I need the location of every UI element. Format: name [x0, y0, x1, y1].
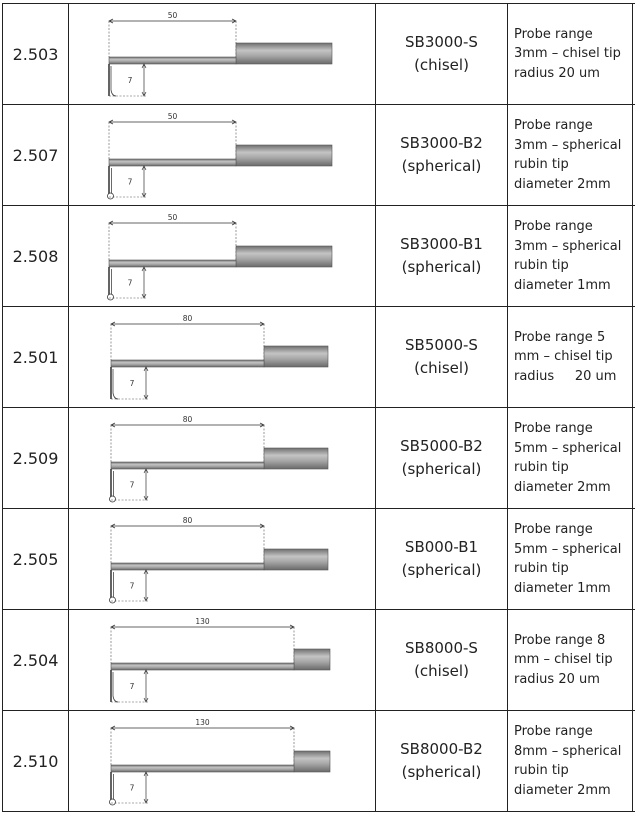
length-dimension — [109, 213, 236, 260]
probe-sleeve — [236, 246, 332, 267]
model-cell — [376, 610, 508, 711]
tip-height-label: 7 — [129, 480, 135, 490]
model-cell — [376, 509, 508, 610]
probe-description: Probe range 8 mm – chisel tip radius 20 um — [508, 610, 633, 711]
probe-sleeve — [264, 549, 328, 570]
probe-rod — [111, 462, 264, 469]
model-name: SB000-B1 — [404, 538, 479, 556]
model-name: SB3000-B1 — [400, 235, 483, 253]
spherical-tip — [110, 570, 116, 603]
probe-rod — [111, 360, 264, 367]
length-dimension — [111, 314, 264, 360]
probe-drawing — [69, 610, 375, 710]
tip-height-dimension — [109, 166, 146, 197]
length-label: 80 — [182, 415, 193, 424]
tip-height-label: 7 — [129, 783, 135, 793]
probe-description: Probe range 3mm – spherical rubin tip diameter 2mm — [508, 105, 633, 206]
probe-rod — [109, 57, 236, 64]
probe-description: Probe range 3mm – spherical rubin tip diameter 1mm — [508, 206, 633, 307]
length-label: 130 — [195, 718, 210, 727]
spherical-tip — [110, 772, 116, 805]
tip-height-dimension — [111, 772, 148, 803]
length-label: 50 — [167, 11, 178, 20]
tip-height-label: 7 — [129, 682, 135, 691]
model-cell — [376, 307, 508, 408]
model-type: (spherical) — [401, 763, 482, 781]
item-code: 2.505 — [3, 509, 69, 610]
probe-rod — [111, 563, 264, 570]
probe-drawing — [69, 509, 375, 609]
model-cell — [376, 408, 508, 509]
model-name: SB5000-B2 — [400, 437, 483, 455]
table-row — [3, 509, 635, 610]
probe-sleeve — [264, 346, 328, 367]
chisel-tip — [111, 670, 118, 702]
table-row — [3, 4, 635, 105]
table-row — [3, 711, 635, 812]
probe-description: Probe range 5 mm – chisel tip radius 20 um — [508, 307, 633, 408]
model-name: SB3000-S — [405, 33, 478, 51]
length-dimension — [111, 617, 294, 663]
tip-height-dimension — [111, 570, 148, 601]
probe-drawing — [69, 307, 375, 407]
item-code: 2.510 — [3, 711, 69, 812]
length-dimension — [111, 516, 264, 563]
probe-description: Probe range 3mm – chisel tip radius 20 um — [508, 4, 633, 105]
length-label: 130 — [195, 617, 210, 626]
tip-height-dimension — [111, 670, 148, 702]
length-dimension — [109, 112, 236, 159]
item-code: 2.507 — [3, 105, 69, 206]
length-label: 80 — [182, 516, 193, 525]
tip-height-label: 7 — [127, 177, 133, 187]
probe-sleeve — [236, 43, 332, 64]
probe-drawing-cell — [69, 610, 376, 711]
length-label: 80 — [182, 314, 193, 323]
length-dimension — [111, 718, 294, 765]
tip-height-label: 7 — [129, 379, 135, 388]
probe-description: Probe range 5mm – spherical rubin tip diameter 1mm — [508, 509, 633, 610]
model-type: (spherical) — [401, 258, 482, 276]
model-cell — [376, 4, 508, 105]
spherical-tip — [108, 166, 114, 199]
length-label: 50 — [167, 112, 178, 121]
tip-height-dimension — [111, 469, 148, 500]
model-cell — [376, 206, 508, 307]
probe-rod — [109, 159, 236, 166]
model-name: SB3000-B2 — [400, 134, 483, 152]
item-code: 2.508 — [3, 206, 69, 307]
probe-drawing-cell — [69, 206, 376, 307]
probe-drawing — [69, 4, 375, 104]
length-dimension — [109, 11, 236, 57]
probe-drawing-cell — [69, 711, 376, 812]
tip-height-dimension — [111, 367, 148, 399]
probe-drawing-cell — [69, 4, 376, 105]
model-name: SB5000-S — [405, 336, 478, 354]
probe-sleeve — [294, 751, 330, 772]
table-row — [3, 206, 635, 307]
probe-table — [2, 3, 635, 812]
tip-height-label: 7 — [129, 581, 135, 591]
probe-description: Probe range 5mm – spherical rubin tip diameter 2mm — [508, 408, 633, 509]
probe-drawing-cell — [69, 509, 376, 610]
item-code: 2.504 — [3, 610, 69, 711]
probe-sleeve — [236, 145, 332, 166]
model-type: (chisel) — [414, 359, 469, 377]
length-label: 50 — [167, 213, 178, 222]
model-name: SB8000-S — [405, 639, 478, 657]
probe-rod — [109, 260, 236, 267]
probe-rod — [111, 663, 294, 670]
tip-height-dimension — [109, 267, 146, 298]
model-cell — [376, 105, 508, 206]
model-type: (chisel) — [414, 56, 469, 74]
table-row — [3, 307, 635, 408]
tip-height-label: 7 — [127, 278, 133, 288]
item-code: 2.501 — [3, 307, 69, 408]
model-cell — [376, 711, 508, 812]
probe-sleeve — [294, 649, 330, 670]
chisel-tip — [109, 64, 116, 96]
item-code: 2.509 — [3, 408, 69, 509]
probe-drawing — [69, 408, 375, 508]
probe-drawing-cell — [69, 408, 376, 509]
probe-drawing — [69, 206, 375, 306]
model-type: (spherical) — [401, 561, 482, 579]
probe-description: Probe range 8mm – spherical rubin tip diameter 2mm — [508, 711, 633, 812]
chisel-tip — [111, 367, 118, 399]
probe-drawing-cell — [69, 307, 376, 408]
model-type: (chisel) — [414, 662, 469, 680]
spherical-tip — [108, 267, 114, 300]
model-type: (spherical) — [401, 460, 482, 478]
length-dimension — [111, 415, 264, 462]
probe-table-body — [3, 4, 635, 812]
probe-drawing — [69, 105, 375, 205]
probe-drawing — [69, 711, 375, 811]
model-name: SB8000-B2 — [400, 740, 483, 758]
probe-rod — [111, 765, 294, 772]
item-code: 2.503 — [3, 4, 69, 105]
probe-drawing-cell — [69, 105, 376, 206]
spherical-tip — [110, 469, 116, 502]
probe-sleeve — [264, 448, 328, 469]
tip-height-label: 7 — [127, 76, 133, 85]
table-row — [3, 610, 635, 711]
table-row — [3, 105, 635, 206]
table-row — [3, 408, 635, 509]
model-type: (spherical) — [401, 157, 482, 175]
tip-height-dimension — [109, 64, 146, 96]
